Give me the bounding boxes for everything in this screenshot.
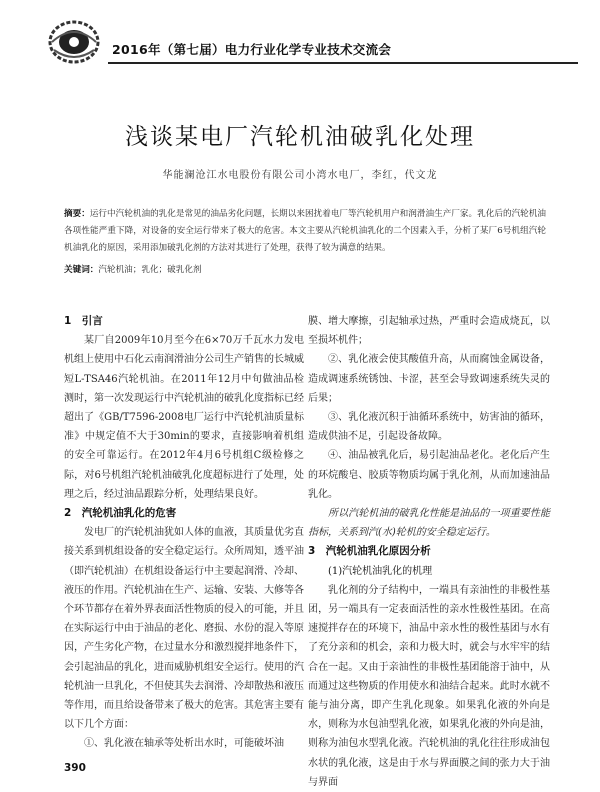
section-2-paragraph: 发电厂的汽轮机油犹如人体的血液，其质量优劣直接关系到机组设备的安全稳定运行。众所周知，透平油（即汽轮机油）在机组设备运行中主要起润滑、冷却、液压的作用。汽轮机油在生产、运输、安装、大修等各个环节都存在着外界表面活性物质的侵入的可能，并且在实际运行中由于油品的老化、磨损、水份的混入等原因，产生劣化产物，在过量水分和激烈搅拌地条件下，会引起油品的乳化，进而威胁机组安全运行。使用的汽轮机油一旦乳化，不但使其失去润滑、冷却散热和液压等作用，而且给设备带来了极大的危害。其危害主要有以下几个方面： [64,527,304,731]
section-2-heading: 2 汽轮机油乳化的危害 [64,507,177,520]
page-header [0,0,600,80]
abstract [64,206,546,257]
abstract-text: 运行中汽轮机油的乳化是常见的油品劣化问题，长期以来困扰着电厂等汽轮机用户和润滑油生产厂家。乳化后的汽轮机油各项性能严重下降，对设备的安全运行带来了极大的危害。本文主要从汽轮机油乳化的二个因素入手，分析了某厂6号机组汽轮机油乳化的原因，采用添加破乳化剂的方法对其进行了处理，获得了较为满意的结果。 [64,209,546,253]
harm-item-1-continued: 膜、增大摩擦，引起轴承过热，严重时会造成烧瓦，以至损坏机件； [308,316,550,347]
harm-item-4: ④、油品被乳化后，易引起油品老化。老化后产生的环烷酸皂、胶质等物质均属于乳化剂，从而加速油品乳化。 [308,450,550,500]
harm-summary: 所以汽轮机油的破乳化性能是油品的一项重要性能指标，关系到汽(水)轮机的安全稳定运行。 [308,508,550,539]
section-3-1-paragraph: 乳化剂的分子结构中，一端具有亲油性的非极性基团，另一端具有一定表面活性的亲水性极性基团。在高速搅拌存在的环境下，油品中亲水性的极性基团与水有了充分亲和的机会，亲和力极大时，就会与水牢牢的结合在一起。又由于亲油性的非极性基团能溶于油中，从而通过这些物质的作用使水和油结合起来。此时水就不能与油分离，即产生乳化现象。如果乳化液的外向是水，则称为水包油型乳化液，如果乳化液的外向是油，则称为油包水型乳化液。汽轮机油的乳化往往形成油包水状的乳化液，这是由于水与界面膜之间的张力大于油与界面 [308,584,550,788]
left-column [64,312,304,754]
section-3-heading: 3 汽轮机油乳化原因分析 [308,545,431,558]
keywords [64,262,546,279]
keywords-text: 汽轮机油；乳化；破乳化剂 [98,265,202,275]
conference-logo-icon [46,12,102,68]
harm-item-2: ②、乳化液会使其酸值升高，从而腐蚀金属设备，造成调速系统锈蚀、卡涩，甚至会导致调速系统失灵的后果； [308,354,550,404]
paper-title: 浅谈某电厂汽轮机油破乳化处理 [125,124,475,150]
section-3-1-heading: (1)汽轮机油乳化的机理 [328,565,433,577]
right-column [308,312,550,792]
header-divider [108,62,578,64]
section-1-paragraph: 某厂自2009年10月至今在6×70万千瓦水力发电机组上使用中石化云南润滑油分公司生产销售的长城威短L-TSA46汽轮机油。在2011年12月中旬做油品检测时，第一次发现运行中汽轮机油的破乳化度指标已经超出了《GB/T7596-2008电厂运行中汽轮机油质量标准》中规定值不大于30min的要求，直接影响着机组的安全可靠运行。在2012年4月6号机组C级检修之际，对6号机组汽轮机油破乳化度超标进行了处理，处理之后，经过油品跟踪分析，处理结果良好。 [64,335,304,500]
keywords-label: 关键词： [64,265,99,275]
page-number: 390 [64,762,86,774]
harm-item-1: ①、乳化液在轴承等处析出水时，可能破坏油 [84,738,284,750]
paper-authors: 华能澜沧江水电股份有限公司小湾水电厂，李红，代文龙 [162,170,438,181]
harm-item-3: ③、乳化液沉积于油循环系统中，妨害油的循环，造成供油不足，引起设备故障。 [308,412,550,443]
section-1-heading: 1 引言 [64,315,103,327]
abstract-label: 摘要： [64,209,90,219]
conference-title: 2016年（第七届）电力行业化学专业技术交流会 [112,42,392,57]
